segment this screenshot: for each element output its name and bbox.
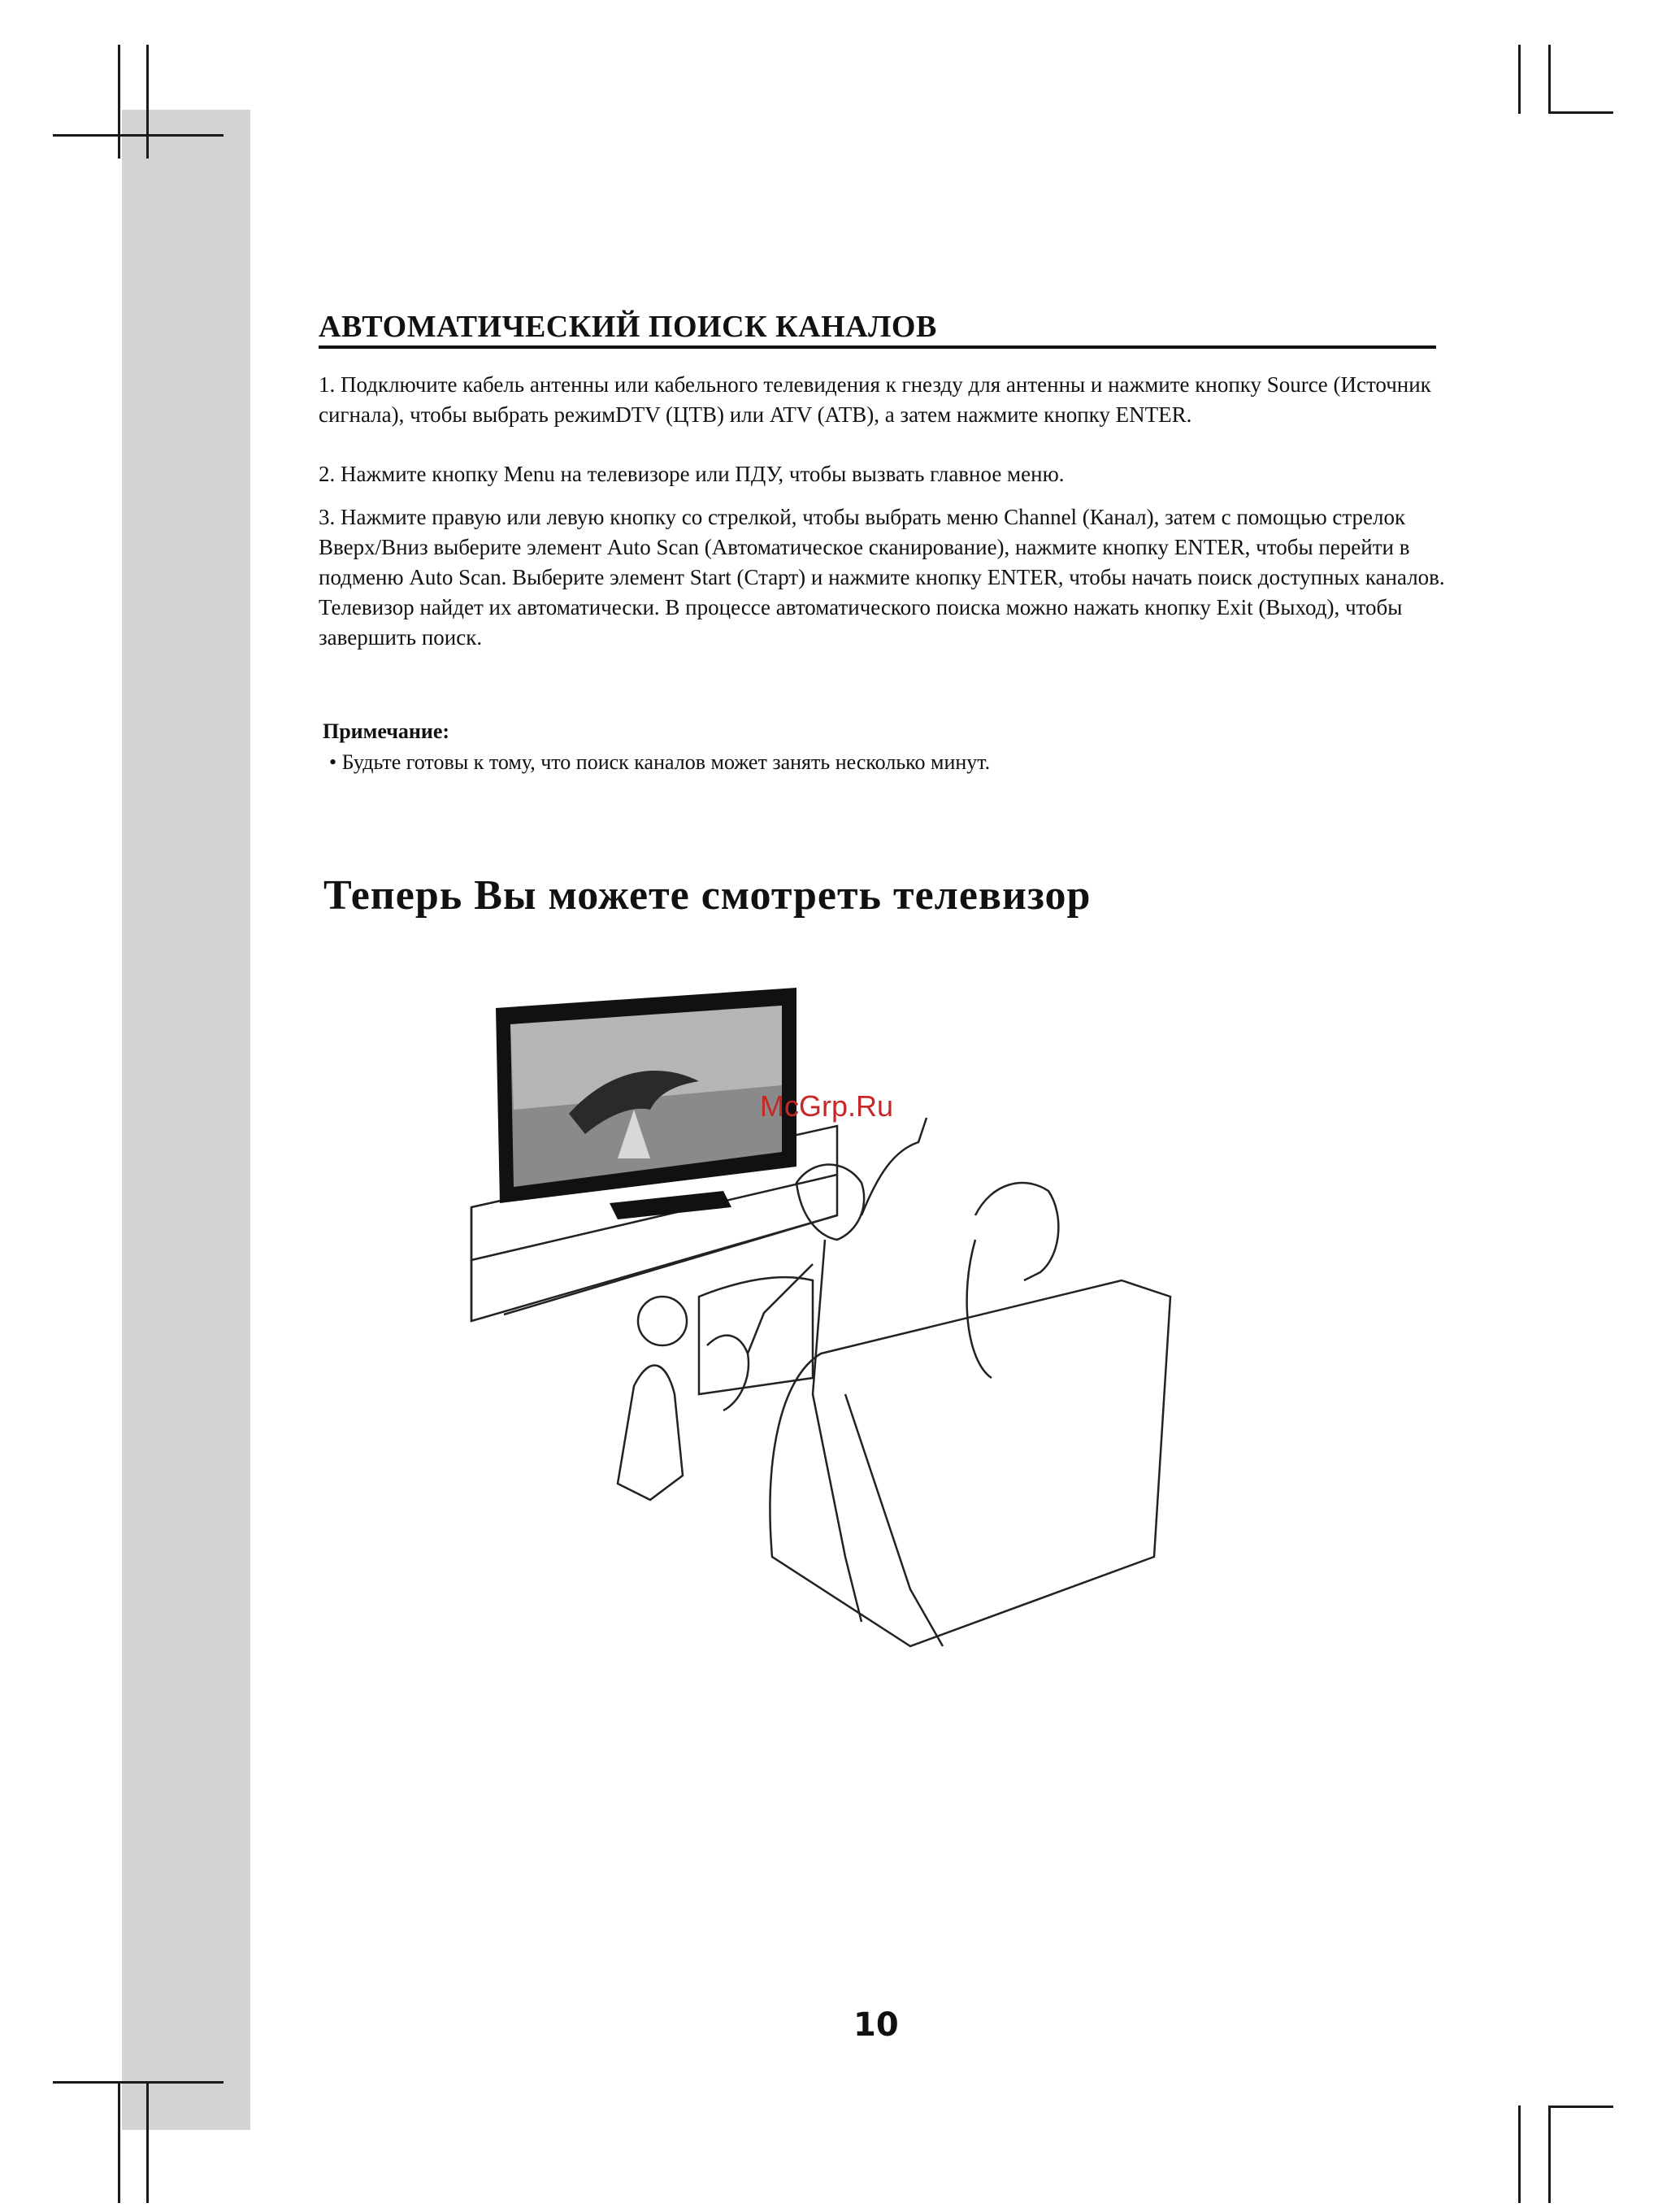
section-title: АВТОМАТИЧЕСКИЙ ПОИСК КАНАЛОВ <box>319 310 937 344</box>
watermark: McGrp.Ru <box>760 1089 894 1123</box>
page-number: 10 <box>853 2006 899 2044</box>
step-1: 1. Подключите кабель антенны или кабельного телевидения к гнезду для антенны и нажмите кнопку Source (Источник сигнала), чтобы выбрать режимDTV (ЦТВ) или ATV (АТВ), а затем нажмите кнопку ENTER. <box>319 372 1431 427</box>
television <box>496 988 796 1219</box>
step-3: 3. Нажмите правую или левую кнопку со стрелкой, чтобы выбрать меню Channel (Канал), затем с помощью стрелок Вверх/Вниз выберите элемент Auto Scan (Автоматическое сканирование), нажмите кнопку ENTER, чтобы перейти в подменю Auto Scan. Выберите элемент Start (Старт) и нажмите кнопку ENTER, чтобы начать поиск доступных каналов. Телевизор найдет их автоматически. В процессе автоматического поиска можно нажать кнопку Exit (Выход), чтобы завершить поиск. <box>319 505 1445 650</box>
side-margin-bar <box>122 110 250 2130</box>
note-item: • Будьте готовы к тому, что поиск каналов может занять несколько минут. <box>329 750 991 774</box>
title-underline <box>319 345 1436 349</box>
note-title: Примечание: <box>323 719 450 743</box>
step-2: 2. Нажмите кнопку Menu на телевизоре или ПДУ, чтобы вызвать главное меню. <box>319 462 1065 486</box>
headline: Теперь Вы можете смотреть телевизор <box>323 872 1092 919</box>
